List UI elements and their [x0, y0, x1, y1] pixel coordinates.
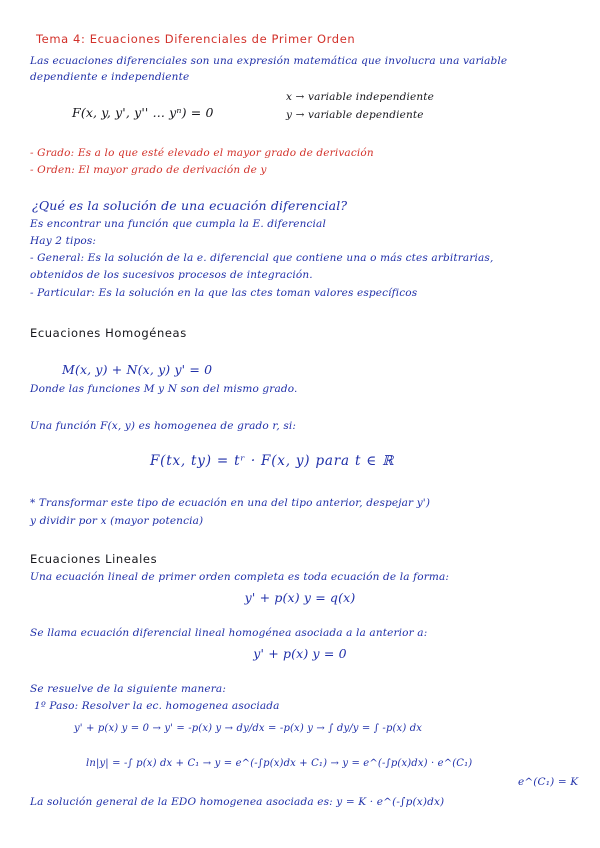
general-solution-line-1: - General: Es la solución de la e. diferencial que contiene una o más ctes arbitrarias,	[30, 252, 494, 264]
linear-homogeneous-equation: y' + p(x) y = 0	[253, 646, 347, 661]
homogeneous-description: Donde las funciones M y N son del mismo grado.	[30, 383, 298, 395]
linear-section-title: Ecuaciones Lineales	[30, 552, 158, 566]
linear-description: Una ecuación lineal de primer orden completa es toda ecuación de la forma:	[30, 571, 450, 583]
homogeneous-function-definition: Una función F(x, y) es homogenea de grado r, si:	[30, 420, 297, 432]
homogeneous-condition: F(tx, ty) = tʳ · F(x, y) para t ∈ ℝ	[150, 453, 395, 469]
general-solution-result: La solución general de la EDO homogenea asociada es: y = K · e^(-∫p(x)dx)	[30, 796, 445, 808]
step-1-label: 1º Paso: Resolver la ec. homogenea asociada	[34, 700, 280, 712]
solution-answer-1: Es encontrar una función que cumpla la E. diferencial	[30, 218, 326, 230]
solution-answer-2: Hay 2 tipos:	[30, 235, 97, 247]
transform-note-1: * Transformar este tipo de ecuación en una del tipo anterior, despejar y')	[30, 497, 431, 509]
linear-equation: y' + p(x) y = q(x)	[244, 590, 356, 605]
homogeneous-section-title: Ecuaciones Homogéneas	[30, 326, 187, 340]
orden-definition: - Orden: El mayor grado de derivación de y	[30, 164, 267, 176]
step-1-log-equation: ln|y| = -∫ p(x) dx + C₁ → y = e^(-∫p(x)dx + C₁) → y = e^(-∫p(x)dx) · e^(C₁)	[86, 758, 473, 769]
homogeneous-equation: M(x, y) + N(x, y) y' = 0	[62, 362, 213, 377]
grado-definition: - Grado: Es a lo que esté elevado el mayor grado de derivación	[30, 147, 374, 159]
page-title: Tema 4: Ecuaciones Diferenciales de Primer Orden	[36, 32, 356, 46]
particular-solution: - Particular: Es la solución en la que las ctes toman valores específicos	[30, 287, 418, 299]
linear-homogeneous-description: Se llama ecuación diferencial lineal homogénea asociada a la anterior a:	[30, 627, 428, 639]
general-solution-line-2: obtenidos de los sucesivos procesos de integración.	[30, 269, 313, 281]
transform-note-2: y dividir por x (mayor potencia)	[30, 515, 204, 527]
general-form-equation: F(x, y, y', y'' ... yⁿ) = 0	[72, 105, 214, 120]
resolve-intro: Se resuelve de la siguiente manera:	[30, 683, 227, 695]
intro-line-1: Las ecuaciones diferenciales son una expresión matemática que involucra una variable	[30, 55, 508, 67]
variable-x-note: x → variable independiente	[286, 91, 434, 103]
solution-question: ¿Qué es la solución de una ecuación diferencial?	[32, 198, 348, 213]
variable-y-note: y → variable dependiente	[286, 109, 424, 121]
intro-line-2: dependiente e independiente	[30, 71, 190, 83]
step-1-equation: y' + p(x) y = 0 → y' = -p(x) y → dy/dx = -p(x) y → ∫ dy/y = ∫ -p(x) dx	[74, 723, 423, 734]
constant-k-note: e^(C₁) = K	[518, 776, 579, 788]
